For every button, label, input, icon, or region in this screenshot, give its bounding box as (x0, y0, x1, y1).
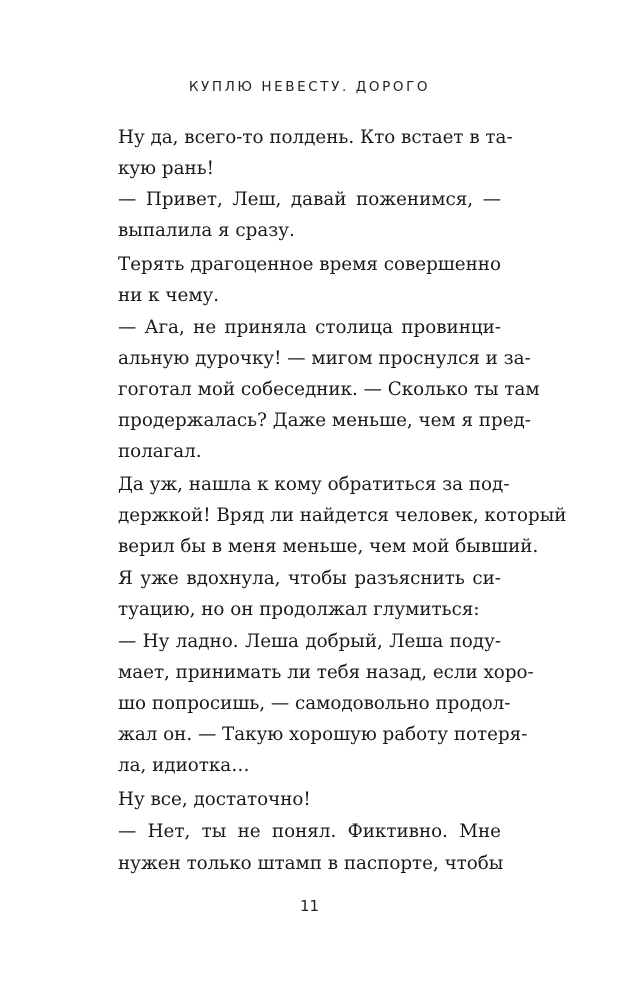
text-line: жал он. — Такую хорошую работу потеря- (118, 724, 528, 745)
text-line: гоготал мой собеседник. — Сколько ты там (118, 379, 540, 400)
text-line: Да уж, нашла к кому обратиться за под- (118, 474, 510, 495)
text-line: — Привет, Леш, давай поженимся, — (118, 189, 501, 210)
text-line: кую рань! (118, 158, 214, 179)
text-line: ла, идиотка… (118, 755, 250, 776)
text-line: ни к чему. (118, 285, 220, 306)
text-line: мает, принимать ли тебя назад, если хоро- (118, 662, 534, 683)
page-number: 11 (299, 897, 320, 915)
text-line: выпалила я сразу. (118, 220, 295, 241)
text-line: — Нет, ты не понял. Фиктивно. Мне (118, 821, 501, 842)
text-line: туацию, но он продолжал глумиться: (118, 599, 480, 620)
text-line: — Ну ладно. Леша добрый, Леша поду- (118, 631, 501, 652)
text-line: Ну да, всего-то полдень. Кто встает в та- (118, 127, 513, 148)
text-line: полагал. (118, 441, 202, 462)
text-line: — Ага, не приняла столица провинци- (118, 317, 501, 338)
text-line: Терять драгоценное время совершенно (118, 254, 501, 275)
text-line: продержалась? Даже меньше, чем я пред- (118, 410, 531, 431)
text-line: альную дурочку! — мигом проснулся и за- (118, 348, 531, 369)
text-line: Ну все, достаточно! (118, 789, 311, 810)
text-line: нужен только штамп в паспорте, чтобы (118, 853, 504, 874)
text-line: верил бы в меня меньше, чем мой бывший. (118, 536, 539, 557)
text-line: Я уже вдохнула, чтобы разъяснить си- (118, 568, 501, 589)
text-line: держкой! Вряд ли найдется человек, который (118, 505, 567, 526)
text-line: шо попросишь, — самодовольно продол- (118, 693, 511, 714)
running-head: КУПЛЮ НЕВЕСТУ. ДОРОГО (188, 79, 431, 95)
